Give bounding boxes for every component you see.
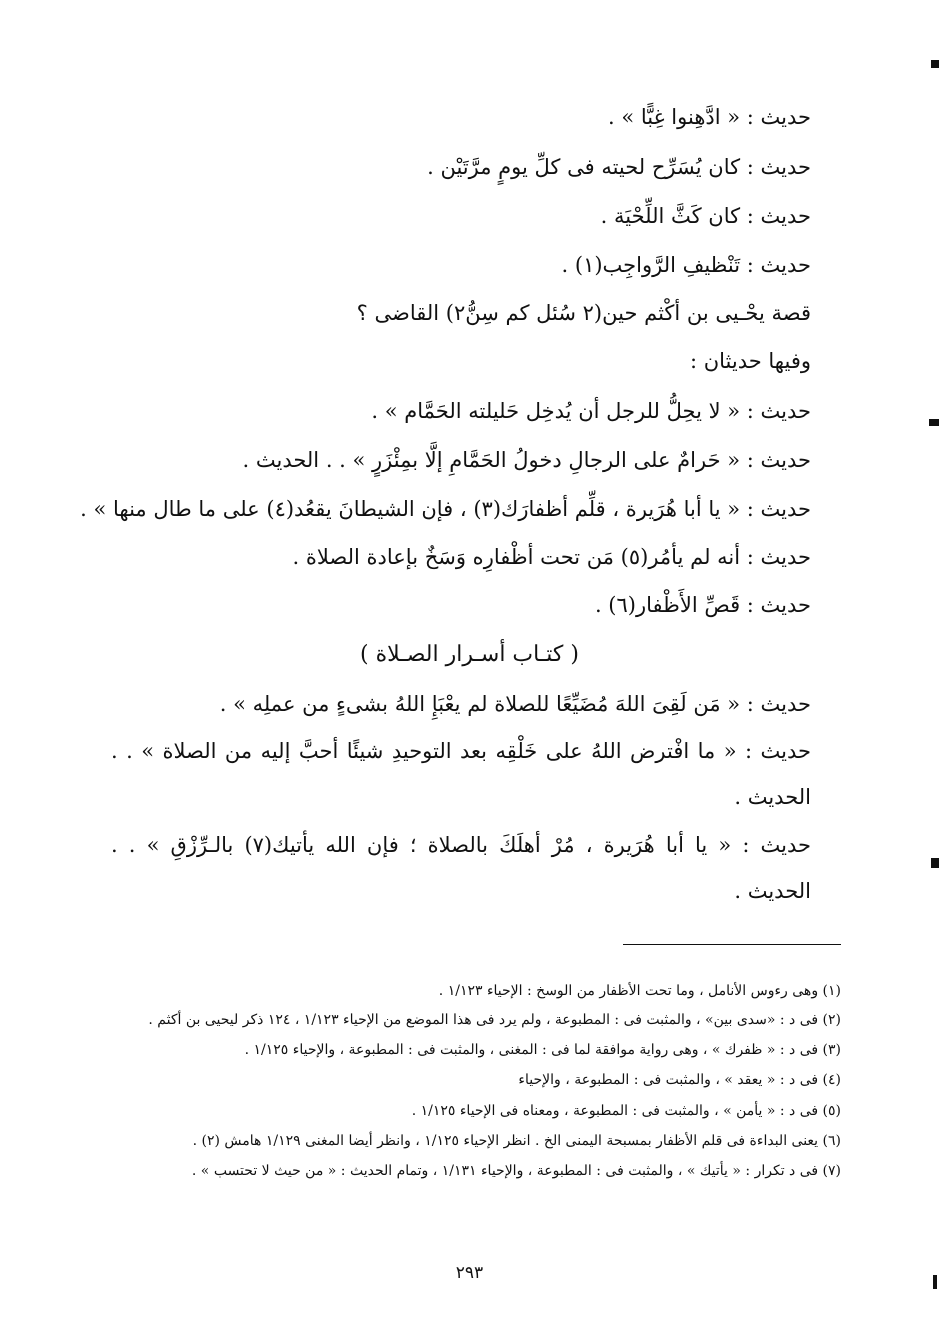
hadith-line-5: حديث : « لا يحِلُّ للرجل أن يُدخِل حَليلته الحَمَّام » . — [371, 399, 811, 423]
chapter-heading: ( كتـاب أسـرار الصـلاة ) — [360, 642, 579, 667]
hadith-line-12: حديث : « يا أبا هُرَيرة ، مُرْ أهلَكَ بالصلاة ؛ فإن الله يأتيك(٧) بالـرِّزْقِ » . . — [111, 833, 811, 857]
scan-edge-mark-bottom — [933, 1275, 937, 1289]
footnote-4: (٤) فى د : « يعقد » ، والمثبت فى : المطبوعة ، والإحياء — [518, 1072, 841, 1088]
hadith-line-6: حديث : « حَرامٌ على الرجالِ دخولُ الحَمَّامِ إلَّا بمِئْزَرٍ » . . الحديث . — [242, 448, 811, 472]
footnote-1: (١) وهى رءوس الأنامل ، وما تحت الأظفار من الوسخ : الإحياء ١/١٢٣ . — [438, 983, 841, 999]
footnote-separator — [623, 944, 841, 945]
hadith-line-4: حديث : تَنْظيفِ الرَّواجِب(١) . — [561, 253, 811, 277]
scan-edge-mark-top — [931, 60, 939, 68]
story-line: قصة يحْـيى بن أكْثم حين(٢ سُئل كم سِنُّ٢) القاضى ؟ — [356, 301, 811, 325]
two-hadiths-intro: وفيها حديثان : — [689, 349, 811, 373]
hadith-line-10: حديث : « مَن لَقِىَ اللهَ مُضَيِّعًا للصلاة لم يعْبَإِ اللهُ بشىءٍ من عملِه » . — [219, 692, 811, 716]
hadith-line-3: حديث : كان كَثَّ اللِّحْيَة . — [600, 204, 811, 228]
hadith-line-2: حديث : كان يُسَرِّح لحيته فى كلِّ يومٍ مرَّتَيْن . — [427, 155, 811, 179]
hadith-line-9: حديث : قَصِّ الأَظْفار(٦) . — [594, 593, 811, 617]
page-number: ٢٩٣ — [455, 1263, 484, 1283]
footnote-6: (٦) يعنى البداءة فى قلم الأظفار بمسبحة اليمنى الخ . انظر الإحياء ١/١٢٥ ، وانظر أيضا المغنى ١/١٢٩ هامش (٢) . — [192, 1133, 841, 1149]
hadith-line-12-continued: الحديث . — [734, 879, 811, 903]
scan-edge-mark-middle — [929, 419, 939, 426]
footnote-3: (٣) فى د : « ظفرك » ، وهى رواية موافقة لما فى : المغنى ، والمثبت فى : المطبوعة ، والإحياء ١/١٢٥ . — [244, 1042, 841, 1058]
footnote-5: (٥) فى د : « يأمن » ، والمثبت فى : المطبوعة ، ومعناه فى الإحياء ١/١٢٥ . — [411, 1103, 841, 1119]
hadith-line-11-continued: الحديث . — [734, 785, 811, 809]
hadith-line-1: حديث : « ادَّهِنوا غِبًّا » . — [608, 105, 811, 129]
hadith-line-8: حديث : أنه لم يأمُر(٥) مَن تحت أظْفارِه وَسَخٌ بإعادة الصلاة . — [292, 545, 811, 569]
hadith-line-7: حديث : « يا أبا هُرَيرة ، قلِّم أظفارَك(٣) ، فإن الشيطانَ يقعُد(٤) على ما طال منها » . — [80, 497, 811, 521]
footnote-2: (٢) فى د : «سدى بين» ، والمثبت فى : المطبوعة ، ولم يرد فى هذا الموضع من الإحياء ١/١٢٣ ، ١٢٤ ذكر ليحيى بن أكثم . — [148, 1012, 841, 1028]
hadith-line-11: حديث : « ما افْترض اللهُ على خَلْقِه بعد التوحيدِ شيئًا أحبَّ إليه من الصلاة » . . — [111, 739, 811, 763]
scan-edge-mark-lower — [931, 858, 939, 868]
footnote-7: (٧) فى د تكرار : « يأتيك » ، والمثبت فى : المطبوعة ، والإحياء ١/١٣١ ، وتمام الحديث : « من حيث لا تحتسب » . — [191, 1163, 841, 1179]
